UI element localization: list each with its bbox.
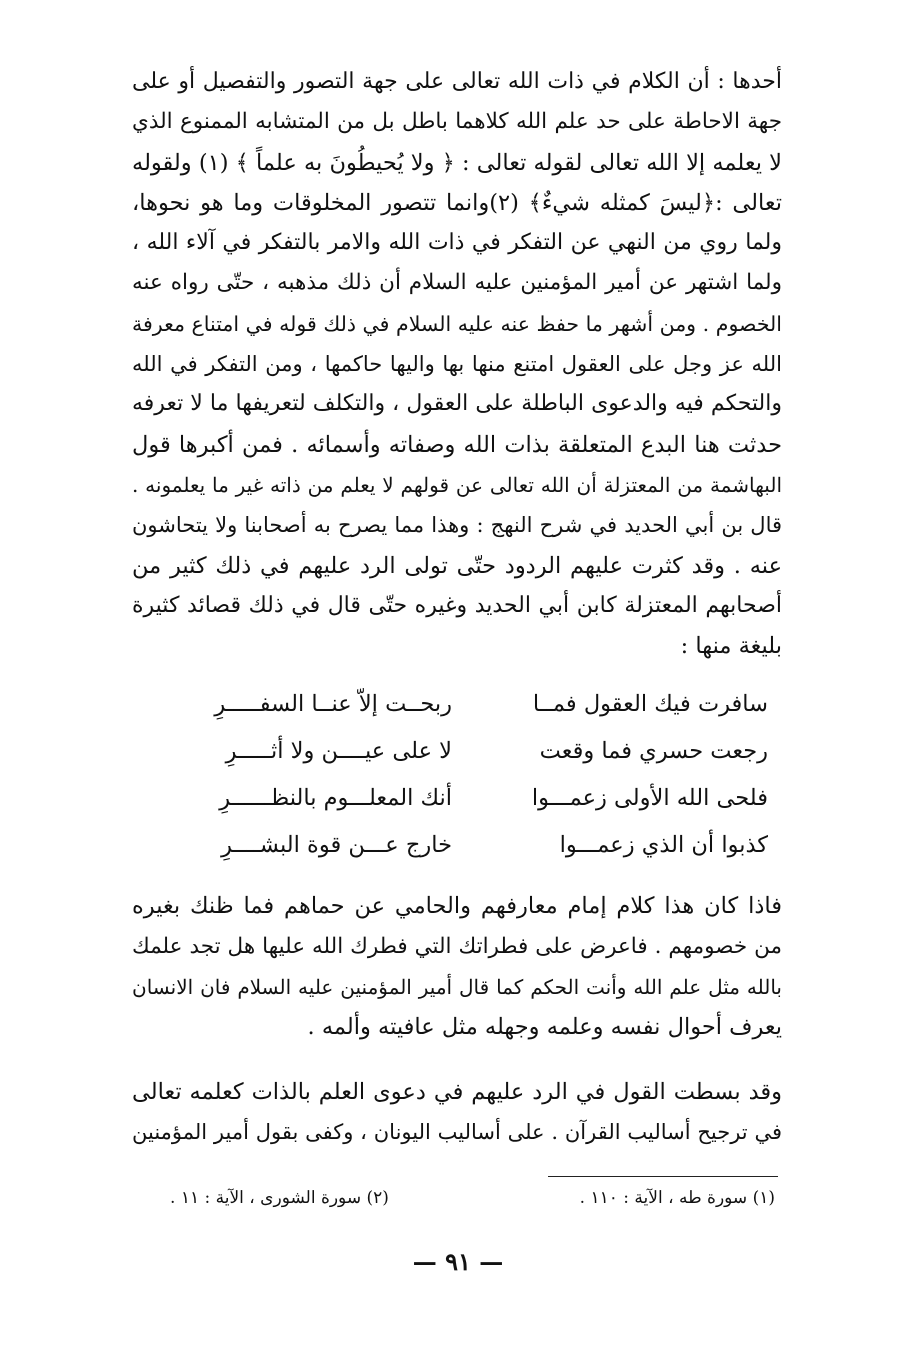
text-line: تعالى :﴿ليسَ كمثله شيءٌ﴾ (٢)وانما تتصور المخلوقات وما هو نحوها، [132,189,783,216]
text-line: ولما روي من النهي عن التفكر في ذات الله والامر بالتفكر في آلاء الله ، [132,230,782,256]
text-line: فاذا كان هذا كلام إمام معارفهم والحامي عن حماهم فما ظنك بغيره [132,893,782,920]
verse-second-hemistich: لا على عيــــن ولا أثـــــرِ [225,737,452,764]
paragraph-1 [132,62,782,666]
footnote-separator [548,1176,778,1177]
footnote-1: (١) سورة طه ، الآية : ١١٠ . [579,1188,775,1208]
paragraph-3 [132,1072,782,1153]
paragraph-2 [132,886,782,1047]
text-line: حدثت هنا البدع المتعلقة بذات الله وصفاته وأسمائه . فمن أكبرها قول [132,431,782,458]
text-line: والتحكم فيه والدعوى الباطلة على العقول ، والتكلف لتعريفها ما لا تعرفه [132,391,782,417]
paragraph-gap [132,1048,782,1072]
poem-verse [132,821,782,868]
text-line: لا يعلمه إلا الله تعالى لقوله تعالى : ﴿ ولا يُحيطُونَ به علماً ﴾ (١) ولقوله [132,149,782,176]
verse-first-hemistich: سافرت فيك العقول فمــا [532,690,768,717]
text-line: الخصوم . ومن أشهر ما حفظ عنه عليه السلام في ذلك قوله في امتناع معرفة [132,311,782,336]
verse-first-hemistich: فلحى الله الأولى زعمـــوا [531,784,768,811]
text-line: وقد بسطت القول في الرد عليهم في دعوى العلم بالذات كعلمه تعالى [132,1078,782,1105]
text-line: يعرف أحوال نفسه وعلمه وجهله مثل عافيته وألمه . [307,1014,782,1041]
verse-second-hemistich: خارج عـــن قوة البشــــرِ [221,831,452,858]
poem [132,680,782,868]
text-line: ولما اشتهر عن أمير المؤمنين عليه السلام أن ذلك مذهبه ، حتّى رواه عنه [132,270,782,296]
verse-first-hemistich: كذبوا أن الذي زعمـــوا [559,831,768,858]
poem-verse [132,727,782,774]
page-number: — ٩١ — [412,1247,504,1276]
text-line: البهاشمة من المعتزلة أن الله تعالى عن قولهم لا يعلم من ذاته غير ما يعلمونه . [132,472,782,497]
text-line: في ترجيح أساليب القرآن . على أساليب اليونان ، وكفى بقول أمير المؤمنين [132,1119,782,1144]
footnotes [170,1188,775,1208]
text-line: أحدها : أن الكلام في ذات الله تعالى على جهة التصور والتفصيل أو على [132,69,782,94]
text-line: بليغة منها : [680,633,782,660]
footnote-2: (٢) سورة الشورى ، الآية : ١١ . [170,1188,389,1208]
verse-first-hemistich: رجعت حسري فما وقعت [539,737,768,764]
text-line: الله عز وجل على العقول امتنع منها بها واليها حاكمها ، ومن التفكر في الله [132,352,782,377]
text-line: قال بن أبي الحديد في شرح النهج : وهذا مما يصرح به أصحابنا ولا يتحاشون [132,513,782,538]
text-line: من خصومهم . فاعرض على فطراتك التي فطرك الله عليها هل تجد علمك [132,933,782,959]
verse-second-hemistich: أنك المعلـــوم بالنظــــــرِ [219,784,452,811]
text-line: جهة الاحاطة على حد علم الله كلاهما باطل بل من المتشابه الممنوع الذي [132,109,782,135]
text-line: عنه . وقد كثرت عليهم الردود حتّى تولى الرد عليهم في ذلك كثير من [132,552,782,579]
page-body [132,62,782,1152]
verse-second-hemistich: ربحــت إلاّ عنــا السفـــــرِ [214,690,452,717]
text-line: بالله مثل علم الله وأنت الحكم كما قال أمير المؤمنين عليه السلام فان الانسان [132,975,782,1000]
poem-verse [132,680,782,727]
text-line: أصحابهم المعتزلة كابن أبي الحديد وغيره حتّى قال في ذلك قصائد كثيرة [132,592,782,618]
poem-verse [132,774,782,821]
